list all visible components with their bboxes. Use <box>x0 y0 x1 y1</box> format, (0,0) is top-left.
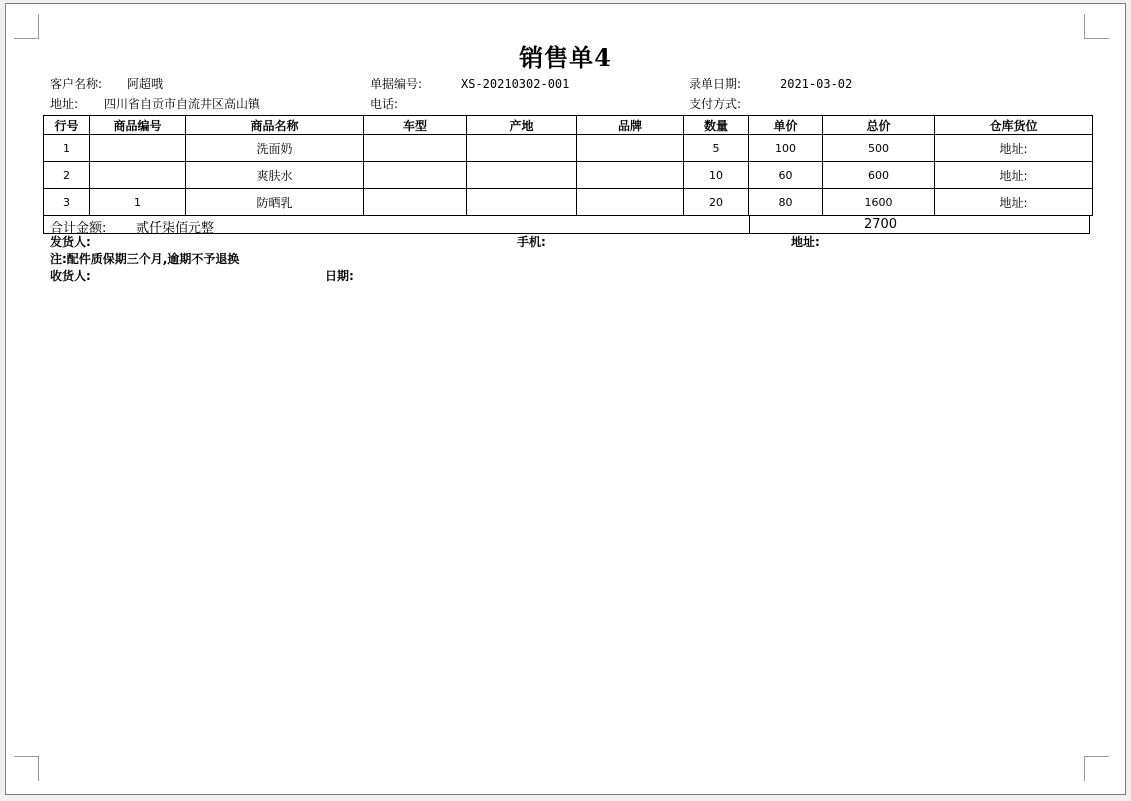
column-header-unit-price: 单价 <box>749 116 823 135</box>
column-header-warehouse-location: 仓库货位 <box>935 116 1093 135</box>
total-amount-label: 合计金额: <box>50 221 107 236</box>
address-label: 地址: <box>50 97 79 111</box>
column-header-total-price: 总价 <box>823 116 935 135</box>
cell-model <box>364 135 467 162</box>
document-number-value: XS-20210302-001 <box>461 77 570 91</box>
total-amount-in-words: 贰仟柒佰元整 <box>136 221 215 236</box>
customer-name-value: 阿超哦 <box>127 77 164 91</box>
phone-label: 电话: <box>370 97 399 111</box>
table-row <box>44 189 1093 216</box>
cell-origin <box>467 162 577 189</box>
column-header-line: 行号 <box>44 116 90 135</box>
cell-line: 1 <box>44 135 90 162</box>
cell-total-price: 600 <box>823 162 935 189</box>
customer-name-label: 客户名称: <box>50 77 103 91</box>
entry-date-value: 2021-03-02 <box>780 77 853 91</box>
cell-model <box>364 189 467 216</box>
crop-mark-top-left <box>14 14 39 39</box>
crop-mark-bottom-left <box>14 756 39 781</box>
cell-warehouse-location: 地址: <box>935 162 1093 189</box>
warranty-note: 注:配件质保期三个月,逾期不予退换 <box>50 252 240 266</box>
cell-code <box>90 135 186 162</box>
cell-line: 2 <box>44 162 90 189</box>
column-header-origin: 产地 <box>467 116 577 135</box>
table-row <box>44 135 1093 162</box>
column-header-name: 商品名称 <box>186 116 364 135</box>
cell-total-price: 1600 <box>823 189 935 216</box>
entry-date-label: 录单日期: <box>689 77 742 91</box>
receiver-label: 收货人: <box>50 269 91 283</box>
cell-brand <box>577 189 684 216</box>
cell-name: 洗面奶 <box>186 135 364 162</box>
column-header-brand: 品牌 <box>577 116 684 135</box>
cell-unit-price: 60 <box>749 162 823 189</box>
cell-unit-price: 80 <box>749 189 823 216</box>
cell-warehouse-location: 地址: <box>935 135 1093 162</box>
cell-origin <box>467 135 577 162</box>
column-header-model: 车型 <box>364 116 467 135</box>
mobile-label: 手机: <box>517 235 546 249</box>
cell-code <box>90 162 186 189</box>
cell-model <box>364 162 467 189</box>
shipper-label: 发货人: <box>50 235 91 249</box>
cell-name: 防晒乳 <box>186 189 364 216</box>
cell-quantity: 10 <box>684 162 749 189</box>
cell-name: 爽肤水 <box>186 162 364 189</box>
cell-line: 3 <box>44 189 90 216</box>
cell-quantity: 20 <box>684 189 749 216</box>
column-header-quantity: 数量 <box>684 116 749 135</box>
total-amount-value: 2700 <box>863 217 898 232</box>
cell-quantity: 5 <box>684 135 749 162</box>
total-amount-row <box>43 215 1090 234</box>
address-value: 四川省自贡市自流井区高山镇 <box>104 97 261 111</box>
table-header-row <box>44 116 1093 135</box>
column-header-code: 商品编号 <box>90 116 186 135</box>
cell-brand <box>577 135 684 162</box>
table-row <box>44 162 1093 189</box>
cell-unit-price: 100 <box>749 135 823 162</box>
sales-items-table <box>43 115 1093 216</box>
payment-method-label: 支付方式: <box>689 97 742 111</box>
cell-brand <box>577 162 684 189</box>
cell-total-price: 500 <box>823 135 935 162</box>
cell-warehouse-location: 地址: <box>935 189 1093 216</box>
cell-code: 1 <box>90 189 186 216</box>
receive-date-label: 日期: <box>325 269 354 283</box>
cell-origin <box>467 189 577 216</box>
document-number-label: 单据编号: <box>370 77 423 91</box>
shipping-address-label: 地址: <box>791 235 820 249</box>
crop-mark-top-right <box>1084 14 1109 39</box>
document-title: 销售单4 <box>519 43 612 72</box>
crop-mark-bottom-right <box>1084 756 1109 781</box>
